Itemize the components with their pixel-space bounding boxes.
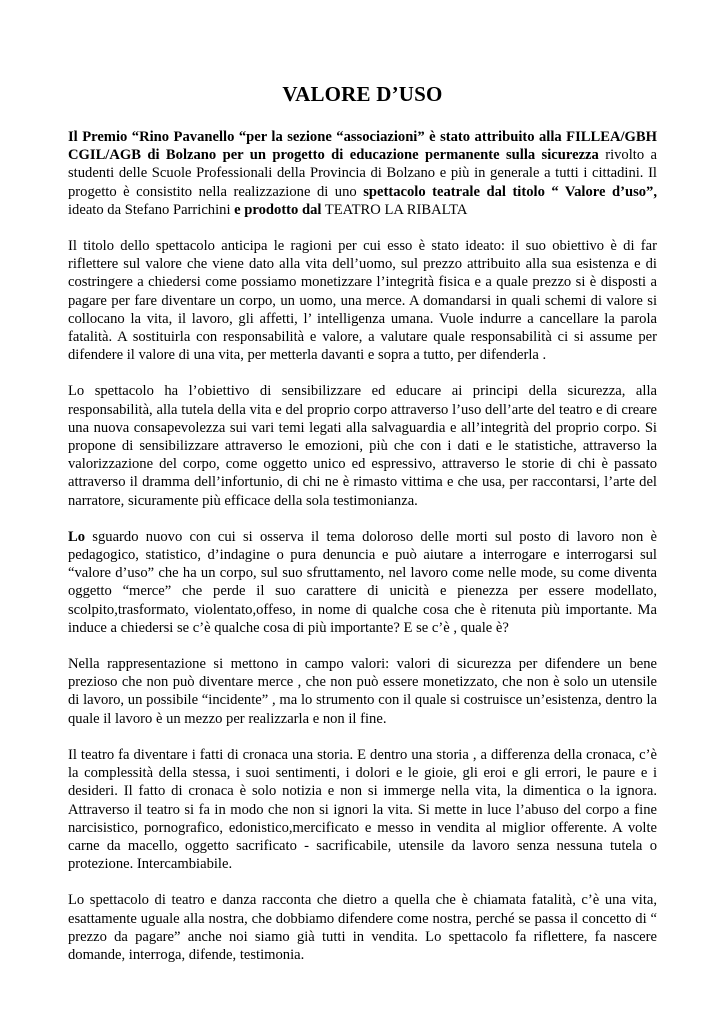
paragraph-values: Nella rappresentazione si mettono in campo valori: valori di sicurezza per difendere un bene prezioso che non può diventare merce , che non può essere monetizzato, che non è solo un utensile di lavoro, un possibile “incidente” , ma lo strumento con il quale si costruisce un’esistenza, dentro la quale il lavoro è un mezzo per realizzarla e non il fine. [68, 656, 657, 727]
paragraph-objective: Lo spettacolo ha l’obiettivo di sensibilizzare ed educare ai principi della sicurezza, alla responsabilità, alla tutela della vita e del proprio corpo attraverso l’uso dell’arte del teatro e di creare una nuova consapevolezza sui vari temi legati alla salvaguardia e all’integrità del proprio corpo. Si propone di sensibilizzare attraverso le emozioni, più che con i dati e le statistiche, attraverso la valorizzazione del corpo, come oggetto unico ed espressivo, attraverso le storie di chi è passato attraverso il dramma dell’infortunio, di chi ne è rimasto vittima e che usa, per raccontarsi, l’arte del narratore, sicuramente più efficace della sola testimonianza. [68, 383, 657, 509]
paragraph-new-look [68, 528, 657, 637]
intro-bold-2: spettacolo teatrale dal titolo “ Valore d’uso”, [363, 183, 657, 200]
paragraph-new-look-lead: Lo [68, 528, 86, 545]
intro-bold-3: e prodotto dal [234, 201, 322, 218]
paragraph-title-meaning: Il titolo dello spettacolo anticipa le ragioni per cui esso è stato ideato: il suo obiettivo è di far riflettere sul valore che viene dato alla vita dell’uomo, sul prezzo attribuito alla sua esistenza e di costringere a chiedersi come possiamo monetizzare l’integrità fisica e a quale prezzo si è disposti a pagare per fare diventare un corpo, un uomo, una merce. A domandarsi in quali schemi di valore si collocano la vita, il lavoro, gli affetti, l’ intelligenza umana. Vuole indurre a cancellare la parola fatalità. A sostituirla con responsabilità e valore, a valutare quale responsabilità ci si assume per difendere il valore di una vita, per metterla davanti e sopra a tutto, per difenderla . [68, 238, 657, 364]
intro-text-1: rivolto a studenti delle Scuole Professionali della Provincia di Bolzano e più in generale a tutti i cittadini. Il progetto è consistito nella realizzazione di uno [68, 147, 657, 200]
intro-text-3: TEATRO LA RIBALTA [321, 201, 468, 218]
paragraph-new-look-text: sguardo nuovo con cui si osserva il tema doloroso delle morti sul posto di lavoro non è pedagogico, statistico, d’indagine o pura denuncia e può aiutare a interrogare e interrogarsi sul “valore d’uso” che ha un corpo, sul suo sfruttamento, nel lavoro come nelle mode, su come diventa oggetto “merce” che perde il suo carattere di unicità e pienezza per essere modellato, scolpito,trasformato, violentato,offeso, in nome di qualche cosa che è ritenuta più importante. Ma induce a chiedersi se c’è qualche cosa di più importante? E se c’è , quale è? [68, 528, 657, 636]
document-title: VALORE D’USO [282, 82, 443, 106]
intro-paragraph [68, 128, 657, 219]
intro-bold-1: Il Premio “Rino Pavanello “per la sezione “associazioni” è stato attribuito alla FILLEA/GBH CGIL/AGB di Bolzano per un progetto di educazione permanente sulla sicurezza [68, 129, 657, 164]
paragraph-dance: Lo spettacolo di teatro e danza racconta che dietro a quella che è chiamata fatalità, c’è una vita, esattamente uguale alla nostra, che dobbiamo difendere come nostra, perché se passa il concetto di “ prezzo da pagare” anche noi siamo già tutti in vendita. Lo spettacolo fa riflettere, fa nascere domande, interroga, difende, testimonia. [68, 892, 657, 963]
intro-text-2: ideato da Stefano Parrichini [68, 201, 235, 218]
paragraph-theatre: Il teatro fa diventare i fatti di cronaca una storia. E dentro una storia , a differenza della cronaca, c’è la complessità della stessa, i suoi sentimenti, i dolori e le gioie, gli eroi e gli errori, le paure e i desideri. Il fatto di cronaca è solo notizia e non si immerge nella vita, la dimentica o la ignora. Attraverso il teatro si fa in modo che non si ignori la vita. Si mette in luce l’abuso del corpo a fine narcisistico, pornografico, edonistico,mercificato e messo in vendita al miglior offerente. A volte carne da macello, oggetto sacrificato - sacrificabile, utensile da lavoro senza nessuna tutela o protezione. Intercambiabile. [68, 746, 657, 873]
